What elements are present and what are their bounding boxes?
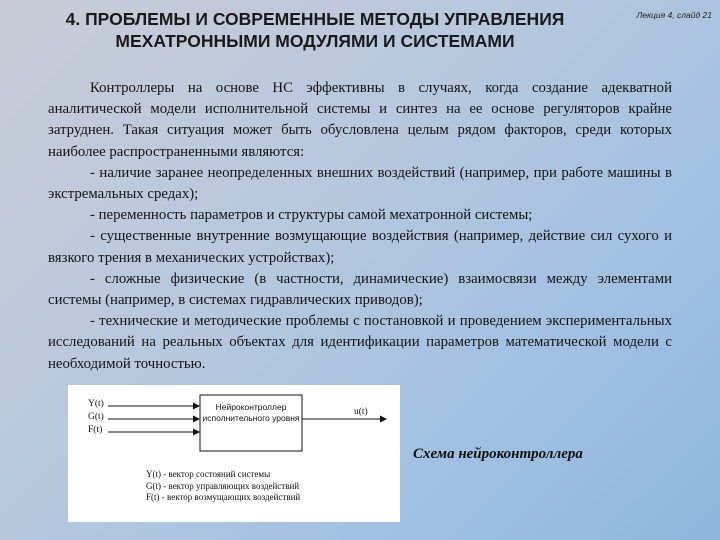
input-label-f: F(t) [88,425,103,435]
legend-item: F(t) - вектор возмущающих воздействий [146,492,301,502]
neurocontroller-diagram [68,385,400,522]
diagram-caption: Схема нейроконтроллера [413,446,583,462]
diagram-legend [146,469,300,504]
paragraph-intro: Контроллеры на основе НС эффективны в случаях, когда создание адекватной аналитической модели исполнительной системы и синтез на ее основе регуляторов крайне затруднен. Такая ситуация может быть обусловлена целым рядом факторов, среди которых наиболее распространенными являются: [48,80,672,160]
legend-item: G(t) - вектор управляющих воздействий [146,480,300,491]
slide-title-line-1: 4. ПРОБЛЕМЫ И СОВРЕМЕННЫЕ МЕТОДЫ УПРАВЛЕНИЯ [65,9,565,29]
input-label-y: Y(t) [88,399,104,409]
list-item: - наличие заранее неопределенных внешних воздействий (например, при работе машины в экстремальных средах); [48,164,672,203]
legend-item: Y(t) - вектор состояний системы [146,469,271,479]
output-label-u: u(t) [354,407,368,417]
slide-title [30,8,600,52]
list-item: - технические и методические проблемы с постановкой и проведением экспериментальных исследований на реальных объектах для идентификации параметров математической модели с необходимой точностью. [48,313,672,372]
list-item: - существенные внутренние возмущающие воздействия (например, действие сил сухого и вязкого трения в механических устройствах); [48,228,672,266]
slide-title-line-2: МЕХАТРОННЫМИ МОДУЛЯМИ И СИСТЕМАМИ [115,31,515,51]
list-item: - сложные физические (в частности, динамические) взаимосвязи между элементами системы (например, в системах гидравлических приводов); [48,270,672,309]
body-text [48,78,672,375]
slide-reference: Лекция 4, слайд 21 [636,10,712,20]
controller-box-label: Нейроконтроллер исполнительного уровня [202,402,300,423]
input-label-g: G(t) [88,412,104,422]
list-item: - переменность параметров и структуры самой мехатронной системы; [90,207,533,224]
